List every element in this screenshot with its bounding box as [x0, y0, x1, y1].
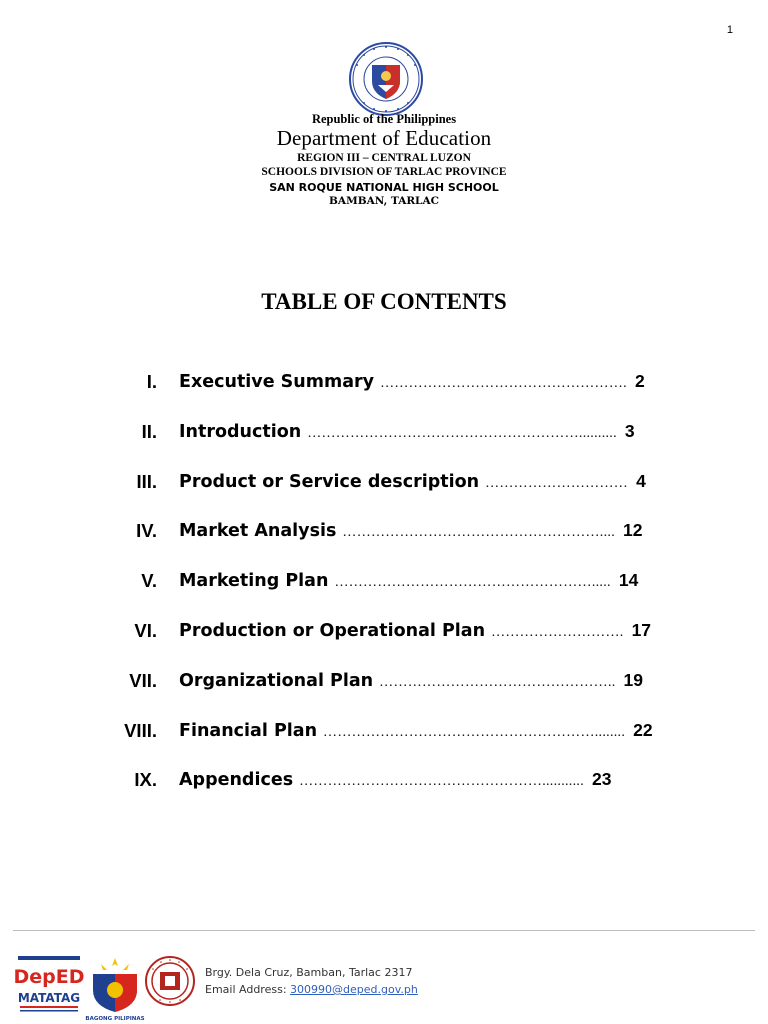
toc-entry — [179, 520, 642, 541]
footer — [0, 930, 768, 1024]
page-number: 1 — [726, 24, 733, 36]
toc-leader-dots: ………………………………………………..... — [334, 575, 611, 590]
toc-row — [0, 570, 768, 596]
toc-leader-dots: ………………………………………………….......... — [307, 426, 617, 441]
toc-number: IX. — [134, 769, 157, 790]
toc-leader-dots: ………………………………………….. — [379, 675, 616, 690]
region-line: REGION III – CENTRAL LUZON — [297, 151, 471, 164]
toc-label: Production or Operational Plan — [179, 621, 486, 641]
toc-page-number: 4 — [636, 471, 646, 491]
toc-number: II. — [141, 421, 157, 442]
toc-entry — [179, 570, 638, 591]
toc-row — [0, 520, 768, 546]
toc-page-number: 17 — [631, 620, 652, 640]
school-address: Brgy. Dela Cruz, Bamban, Tarlac 2317 — [205, 966, 413, 979]
toc-label: Appendices — [179, 770, 294, 790]
toc-row — [0, 371, 768, 397]
toc-row — [0, 670, 768, 696]
toc-number: III. — [136, 471, 157, 492]
email-line — [205, 981, 418, 998]
toc-title: TABLE OF CONTENTS — [261, 289, 507, 314]
footer-divider — [13, 930, 755, 931]
toc-page-number: 12 — [623, 520, 643, 540]
toc-page-number: 3 — [624, 421, 635, 441]
toc-label: Market Analysis — [179, 521, 337, 541]
toc-number: VIII. — [124, 720, 157, 741]
toc-entry — [179, 371, 645, 392]
toc-number: VI. — [134, 620, 157, 641]
toc-page-number: 23 — [592, 769, 612, 789]
deped-logo-text: DepED — [13, 966, 85, 988]
toc-label: Marketing Plan — [179, 571, 329, 591]
toc-entry — [179, 421, 635, 442]
toc-row — [0, 769, 768, 795]
toc-leader-dots: ……………………………………………. — [380, 376, 627, 391]
bagong-pilipinas-text: BAGONG PILIPINAS — [85, 1016, 145, 1022]
toc-entry — [179, 769, 611, 790]
toc-label: Executive Summary — [179, 372, 375, 392]
bagong-pilipinas-logo-icon — [87, 956, 143, 1022]
toc-row — [0, 620, 768, 646]
department-title: Department of Education — [276, 125, 492, 150]
email-link[interactable]: 300990@deped.gov.ph — [290, 983, 418, 996]
toc-leader-dots: ………………………. — [491, 625, 624, 640]
toc-number: IV. — [136, 520, 157, 541]
toc-label: Financial Plan — [179, 721, 318, 741]
toc-leader-dots: ……………………………………………........... — [299, 774, 585, 789]
toc-entry — [179, 471, 646, 492]
republic-line: Republic of the Philippines — [311, 112, 457, 126]
toc-row — [0, 421, 768, 447]
deped-matatag-logo-icon — [13, 956, 85, 1018]
toc-page-number: 2 — [634, 371, 645, 391]
toc-leader-dots: …………………………………………………........ — [323, 725, 626, 740]
school-location: BAMBAN, TARLAC — [329, 194, 439, 207]
toc-number: VII. — [129, 670, 157, 691]
deped-seal-icon — [348, 41, 424, 117]
toc-leader-dots: ……………………………………………….... — [342, 525, 616, 540]
toc-label: Product or Service description — [179, 472, 480, 492]
toc-page-number: 22 — [633, 720, 653, 740]
toc-entry — [179, 620, 651, 641]
toc-number: I. — [146, 371, 157, 392]
school-contact — [205, 964, 418, 998]
toc-leader-dots: ………………………… — [485, 476, 629, 491]
division-line: SCHOOLS DIVISION OF TARLAC PROVINCE — [261, 166, 507, 178]
email-label: Email Address: — [205, 983, 291, 996]
toc-label: Introduction — [179, 422, 302, 442]
toc-entry — [179, 720, 653, 741]
toc-number: V. — [141, 570, 157, 591]
toc-entry — [179, 670, 643, 691]
toc-page-number: 14 — [618, 570, 639, 590]
toc-label: Organizational Plan — [179, 671, 374, 691]
toc-row — [0, 720, 768, 746]
school-seal-icon — [145, 956, 195, 1006]
matatag-logo-text: MATATAG — [17, 991, 81, 1005]
school-name: SAN ROQUE NATIONAL HIGH SCHOOL — [269, 180, 499, 194]
letterhead — [0, 113, 768, 209]
toc-page-number: 19 — [623, 670, 644, 690]
toc-row — [0, 471, 768, 497]
